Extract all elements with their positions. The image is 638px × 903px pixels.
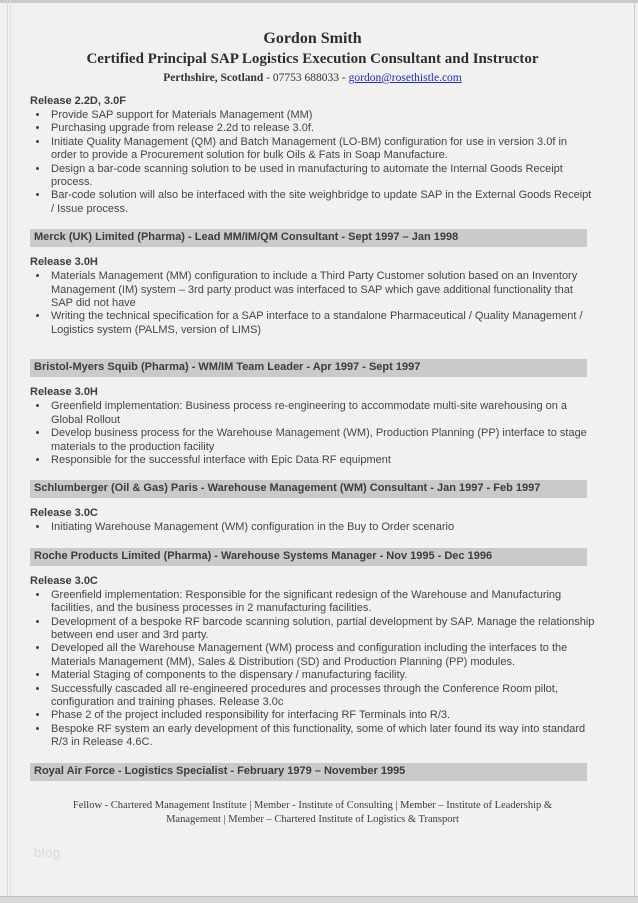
page-border-left-inner (10, 0, 11, 903)
contact-line (30, 71, 595, 86)
resume-header (30, 30, 595, 86)
bullet-item: • Greenfield implementation: Responsible for the significant redesign of the Warehouse and Manufacturing facilities, and the business processes in 2 manufacturing facilities. (49, 589, 595, 616)
job-section (30, 359, 595, 467)
bullet-list (30, 270, 595, 337)
bullet-item: • Greenfield implementation: Business process re-engineering to accommodate multi-site warehousing on a Global Rollout (49, 400, 595, 427)
bullet-item: • Writing the technical specification for a SAP interface to a standalone Pharmaceutical / Quality Management / Logistics system (PALMS, version of LIMS) (49, 310, 595, 337)
page-border-right (634, 0, 635, 903)
bullet-item: • Bespoke RF system an early development of this functionality, some of which later found its way into standard R/3 in Release 4.6C. (49, 723, 595, 750)
memberships-footer: Fellow - Chartered Management Institute | Member - Institute of Consulting | Member – Institute of Leadership & Management | Member – Chartered Institute of Logistics & Transport (72, 799, 553, 825)
release-label: Release 3.0H (30, 256, 98, 269)
email-link[interactable]: gordon@rosethistle.com (348, 72, 462, 84)
job-heading-bar: Roche Products Limited (Pharma) - Warehouse Systems Manager - Nov 1995 - Dec 1996 (30, 548, 587, 566)
bullet-item: • Purchasing upgrade from release 2.2d to release 3.0f. (49, 122, 595, 135)
job-heading-bar: Schlumberger (Oil & Gas) Paris - Warehouse Management (WM) Consultant - Jan 1997 - Feb 1997 (30, 480, 587, 498)
candidate-name: Gordon Smith (263, 30, 362, 47)
bullet-item: • Development of a bespoke RF barcode scanning solution, partial development by SAP. Manage the relationship between end user and 3rd party. (49, 616, 595, 643)
bullet-item: • Bar-code solution will also be interfaced with the site weighbridge to update SAP in the External Goods Receipt / Issue process. (49, 189, 595, 216)
bullet-list (30, 109, 595, 216)
page-border-left-outer (7, 0, 8, 903)
job-heading-bar: Royal Air Force - Logistics Specialist - February 1979 – November 1995 (30, 763, 587, 781)
bullet-item: • Initiate Quality Management (QM) and Batch Management (LO-BM) configuration for use in version 3.0f in order to provide a Procurement solution for bulk Oils & Fats in Soap Manufacture. (49, 136, 595, 163)
contact-separator: - (263, 72, 273, 84)
job-section (30, 94, 595, 216)
bullet-item: • Developed all the Warehouse Management (WM) process and configuration including the interfaces to the Materials Management (MM), Sales & Distribution (SD) and Production Planning (PP) modules. (49, 642, 595, 669)
job-section (30, 548, 595, 750)
bullet-item: • Provide SAP support for Materials Management (MM) (49, 109, 595, 122)
bullet-item: • Design a bar-code scanning solution to be used in manufacturing to automate the Internal Goods Receipt process. (49, 163, 595, 190)
candidate-title: Certified Principal SAP Logistics Execution Consultant and Instructor (86, 51, 539, 67)
bullet-item: • Initiating Warehouse Management (WM) configuration in the Buy to Order scenario (49, 521, 595, 534)
contact-phone: 07753 688033 (272, 72, 340, 84)
contact-location: Perthshire, Scotland (163, 72, 264, 84)
release-label: Release 3.0C (30, 507, 98, 520)
job-heading-bar: Bristol-Myers Squib (Pharma) - WM/IM Team Leader - Apr 1997 - Sept 1997 (30, 359, 587, 377)
release-label: Release 3.0H (30, 386, 98, 399)
bullet-item: • Develop business process for the Warehouse Management (WM), Production Planning (PP) interface to stage materials to the production facility (49, 427, 595, 454)
job-section (30, 480, 595, 534)
page-border-bottom (0, 896, 638, 903)
bullet-item: • Materials Management (MM) configuration to include a Third Party Customer solution based on an Inventory Management (IM) system – 3rd party product was interfaced to SAP which gave additional functionality that SAP did not have (49, 270, 595, 310)
release-label: Release 3.0C (30, 574, 98, 587)
experience-sections (30, 94, 595, 781)
bullet-item: • Successfully cascaded all re-engineered procedures and processes through the Conference Room pilot, configuration and training phases. Release 3.0c (49, 683, 595, 710)
bullet-list (30, 400, 595, 467)
job-section (30, 229, 595, 337)
bullet-item: • Responsible for the successful interface with Epic Data RF equipment (49, 454, 595, 467)
bullet-list (30, 589, 595, 750)
blog-watermark: blog (34, 845, 61, 860)
bullet-list (30, 521, 595, 534)
bullet-item: • Phase 2 of the project included responsibility for interfacing RF Terminals into R/3. (49, 709, 595, 722)
contact-separator: - (339, 72, 349, 84)
job-heading-bar: Merck (UK) Limited (Pharma) - Lead MM/IM/QM Consultant - Sept 1997 – Jan 1998 (30, 229, 587, 247)
job-section (30, 763, 595, 781)
resume-content (30, 0, 595, 827)
release-label: Release 2.2D, 3.0F (30, 95, 127, 107)
bullet-item: • Material Staging of components to the dispensary / manufacturing facility. (49, 669, 595, 682)
